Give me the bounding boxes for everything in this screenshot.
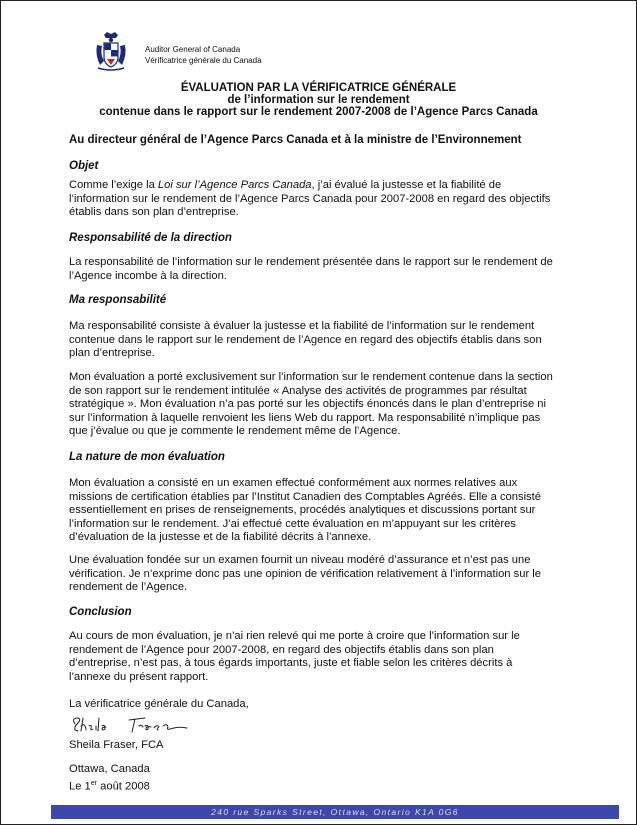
paragraph-line: l’Agence incombe à la direction.	[69, 269, 227, 282]
signature-place: Ottawa, Canada	[69, 763, 150, 775]
title-line-3: contenue dans le rapport sur le rendement 2007-2008 de l’Agence Parcs Canada	[99, 106, 538, 118]
paragraph-line: l’annexe du présent rapport.	[69, 670, 209, 683]
paragraph-line: missions de certification établies par l’Institut Canadien des Comptables Agréés. Elle a consisté	[69, 490, 541, 503]
paragraph-line: rendement de l’Agence.	[69, 581, 188, 594]
agency-name-fr: Vérificatrice générale du Canada	[145, 56, 262, 65]
signature-date: Le 1er août 2008	[69, 780, 150, 793]
paragraph-line: essentiellement en prises de renseignements, procédés analytiques et discussions portant sur	[69, 504, 536, 517]
paragraph-line: Mon évaluation a porté exclusivement sur l’information sur le rendement contenue dans la section	[69, 371, 553, 383]
signatory-name: Sheila Fraser, FCA	[69, 739, 164, 751]
paragraph-line: d’entreprise, n’est pas, à tous égards importants, juste et fiable selon les critères décrits à	[69, 657, 513, 670]
paragraph-line: vérification. Je n’exprime donc pas une opinion de vérification relativement à l’information sur le	[69, 567, 541, 580]
agency-name-en: Auditor General of Canada	[145, 45, 241, 54]
paragraph-line: d’évaluation de la justesse et de la fiabilité décrits à l’annexe.	[69, 531, 372, 544]
title-line-2: de l’information sur le rendement	[227, 94, 410, 106]
paragraph-line: que j’évalue ou que je commente le rendement même de l’Agence.	[69, 425, 401, 438]
paragraph-direction	[69, 256, 589, 283]
paragraph-line: de son rapport sur le rendement intitulée « Analyse des activités de programmes par résultat	[69, 384, 527, 397]
paragraph-line: Une évaluation fondée sur un examen fournit un niveau modéré d’assurance et n’est pas une	[69, 554, 531, 566]
addressee: Au directeur général de l’Agence Parcs Canada et à la ministre de l’Environnement	[69, 134, 522, 146]
paragraph-line: rendement de l’Agence pour 2007-2008, en regard des objectifs établis dans son plan	[69, 643, 494, 656]
paragraph-line: Comme l’exige la Loi sur l’Agence Parcs Canada, j’ai évalué la justesse et la fiabilité de	[69, 179, 502, 191]
paragraph-line: Mon évaluation a consisté en un examen effectué conformément aux normes relatives aux	[69, 477, 518, 489]
paragraph-nature-2	[69, 554, 589, 595]
paragraph-objet	[69, 179, 589, 220]
heading-nature: La nature de mon évaluation	[69, 451, 225, 463]
paragraph-nature-1	[69, 477, 589, 545]
title-line-1: ÉVALUATION PAR LA VÉRIFICATRICE GÉNÉRALE	[180, 82, 457, 94]
paragraph-conclusion	[69, 630, 589, 684]
heading-conclusion: Conclusion	[69, 606, 132, 618]
paragraph-line: Ma responsabilité consiste à évaluer la justesse et la fiabilité de l’information sur le rendement	[69, 320, 535, 332]
paragraph-responsabilite-2	[69, 371, 589, 439]
paragraph-line: contenue dans le rapport sur le rendement de l’Agence en regard des objectifs établis dans son	[69, 333, 542, 346]
paragraph-line: établis dans son plan d’entreprise.	[69, 206, 239, 219]
paragraph-line: l’information sur le rendement de l’Agence Parcs Canada pour 2007-2008 en regard des objectifs	[69, 192, 551, 205]
heading-direction: Responsabilité de la direction	[69, 232, 232, 244]
document-title	[1, 82, 636, 118]
coat-of-arms-icon	[94, 31, 128, 71]
heading-responsabilite: Ma responsabilité	[69, 294, 167, 306]
paragraph-line: l’information sur le rendement. J’ai effectué cette évaluation en m’appuyant sur les critères	[69, 517, 516, 530]
paragraph-line: La responsabilité de l’information sur le rendement présentée dans le rapport sur le rendement de	[69, 256, 553, 268]
paragraph-line: stratégique ». Mon évaluation n’a pas porté sur les objectifs énoncés dans le plan d’entreprise ni	[69, 398, 547, 411]
agency-name	[145, 44, 262, 66]
footer-address-bar: 240 rue Sparks Street, Ottawa, Ontario K1A 0G6	[51, 805, 619, 819]
paragraph-line: sur l’information à laquelle renvoient les liens Web du rapport. Ma responsabilité n’implique pas	[69, 411, 541, 424]
heading-objet: Objet	[69, 160, 99, 172]
paragraph-responsabilite-1	[69, 320, 589, 361]
paragraph-line: Au cours de mon évaluation, je n’ai rien relevé qui me porte à croire que l’information sur le	[69, 630, 520, 642]
closing-salutation: La vérificatrice générale du Canada,	[69, 698, 249, 710]
handwritten-signature	[69, 712, 199, 738]
paragraph-line: plan d’entreprise.	[69, 347, 155, 360]
law-title: Loi sur l’Agence Parcs Canada	[157, 179, 312, 191]
